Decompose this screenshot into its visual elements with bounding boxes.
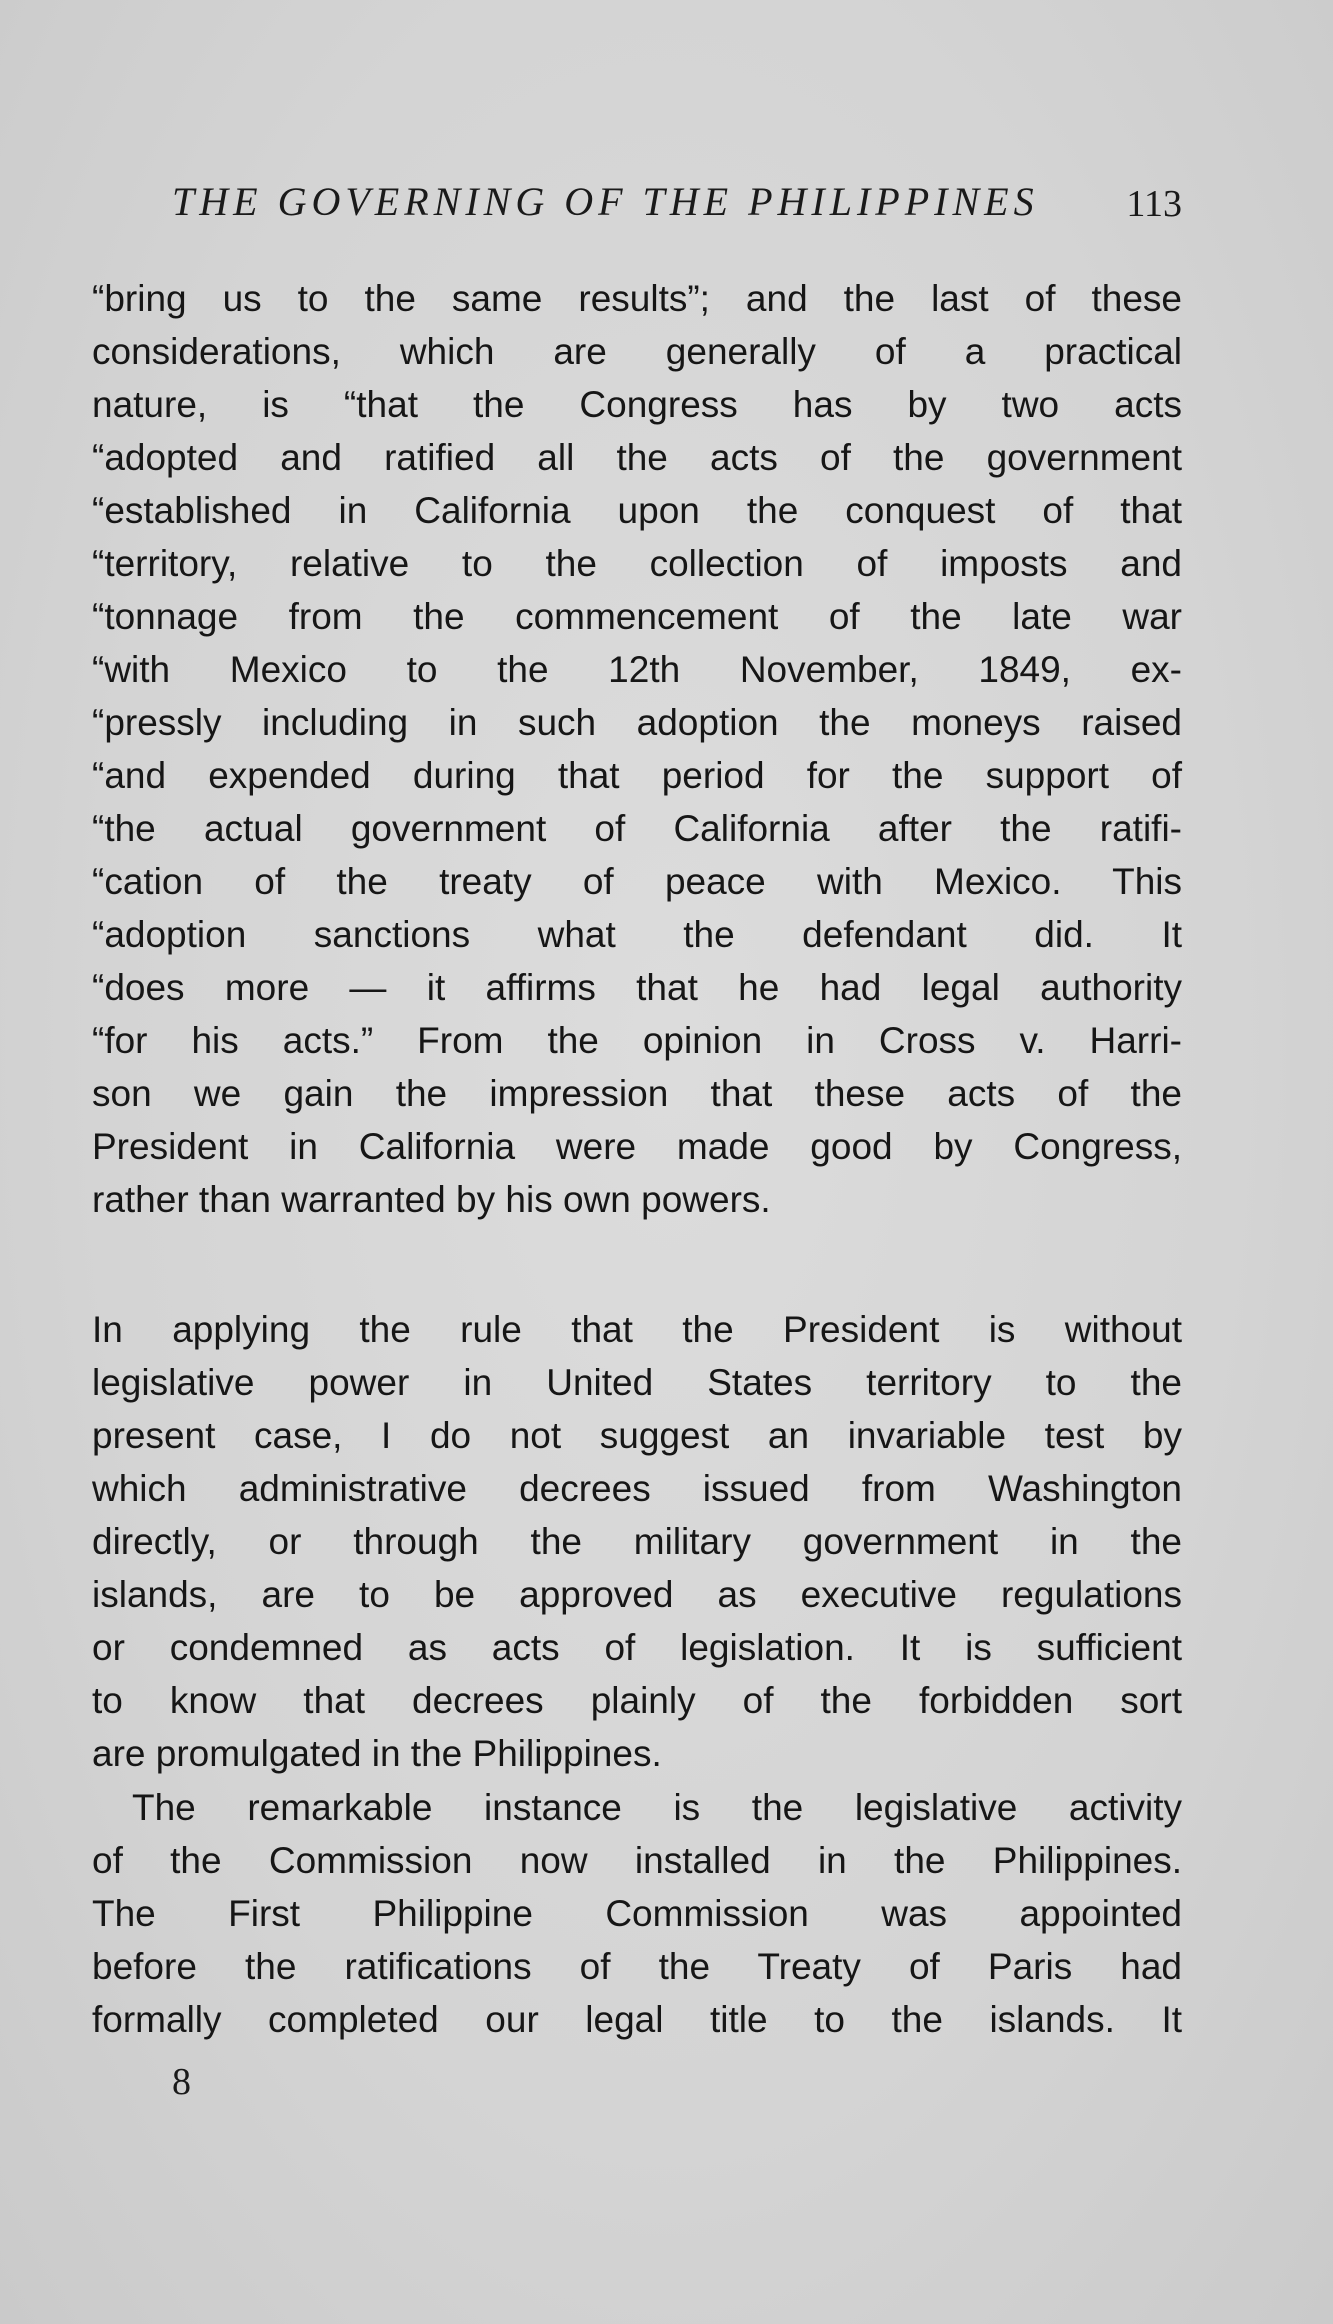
text-line: In applying the rule that the President is without	[92, 1309, 1182, 1350]
text-line: “established in California upon the conquest of that	[92, 490, 1182, 531]
signature-mark: 8	[172, 2061, 191, 2103]
text-line: “pressly including in such adoption the moneys raised	[92, 702, 1182, 743]
page-number: 113	[1126, 183, 1182, 225]
text-line: are promulgated in the Philippines.	[92, 1733, 662, 1774]
text-line: “for his acts.” From the opinion in Cross v. Harri-	[92, 1020, 1182, 1061]
text-line: “tonnage from the commencement of the late war	[92, 596, 1182, 637]
paragraph-1	[92, 272, 1182, 1226]
text-line: “and expended during that period for the support of	[92, 755, 1182, 796]
text-line: “the actual government of California after the ratifi-	[92, 808, 1182, 849]
text-line: son we gain the impression that these acts of the	[92, 1073, 1182, 1114]
text-line: “bring us to the same results”; and the last of these	[92, 278, 1182, 319]
text-line: President in California were made good by Congress,	[92, 1126, 1182, 1167]
text-line: islands, are to be approved as executive regulations	[92, 1574, 1182, 1615]
running-head	[172, 178, 1182, 238]
text-line: “cation of the treaty of peace with Mexico. This	[92, 861, 1182, 902]
paragraph-2	[92, 1303, 1182, 1780]
running-title: THE GOVERNING OF THE PHILIPPINES	[172, 179, 1039, 224]
text-line: or condemned as acts of legislation. It is sufficient	[92, 1627, 1182, 1668]
text-line: “adoption sanctions what the defendant did. It	[92, 914, 1182, 955]
text-line: of the Commission now installed in the Philippines.	[92, 1840, 1182, 1881]
paragraph-3	[92, 1781, 1182, 2046]
text-line: to know that decrees plainly of the forbidden sort	[92, 1680, 1182, 1721]
text-line: which administrative decrees issued from Washington	[92, 1468, 1182, 1509]
text-line: nature, is “that the Congress has by two acts	[92, 384, 1182, 425]
text-line: present case, I do not suggest an invariable test by	[92, 1415, 1182, 1456]
text-line: formally completed our legal title to the islands. It	[92, 1999, 1182, 2040]
text-line: considerations, which are generally of a practical	[92, 331, 1182, 372]
text-line: “does more — it affirms that he had legal authority	[92, 967, 1182, 1008]
text-line: directly, or through the military government in the	[92, 1521, 1182, 1562]
text-line: legislative power in United States territory to the	[92, 1362, 1182, 1403]
text-line: “territory, relative to the collection of imposts and	[92, 543, 1182, 584]
text-line: “adopted and ratified all the acts of the government	[92, 437, 1182, 478]
text-line: The First Philippine Commission was appointed	[92, 1893, 1182, 1934]
text-line: “with Mexico to the 12th November, 1849, ex-	[92, 649, 1182, 690]
text-line: before the ratifications of the Treaty of Paris had	[92, 1946, 1182, 1987]
text-line: rather than warranted by his own powers.	[92, 1179, 771, 1220]
text-line: The remarkable instance is the legislative activity	[132, 1787, 1182, 1828]
